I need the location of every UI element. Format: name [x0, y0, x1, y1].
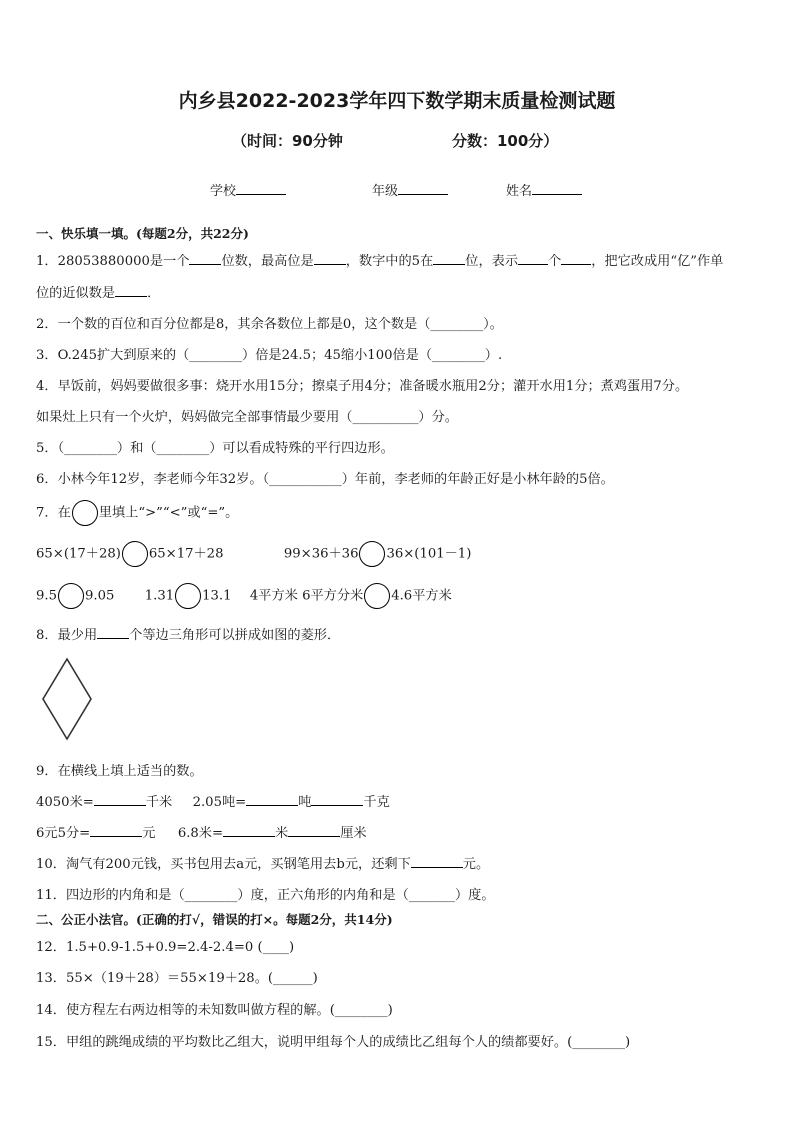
compare-circle[interactable] — [58, 583, 84, 609]
question-7: 7．在 里填上“>”“<”或“=”。 — [36, 500, 238, 526]
blank[interactable] — [518, 251, 548, 265]
blank[interactable] — [97, 625, 129, 639]
blank[interactable] — [246, 792, 298, 806]
blank[interactable] — [311, 792, 363, 806]
question-1-cont: 位的近似数是 ． — [36, 282, 160, 301]
compare-circle[interactable] — [364, 583, 390, 609]
rhombus-figure — [40, 656, 94, 742]
question-8: 8．最少用 个等边三角形可以拼成如图的菱形． — [36, 624, 340, 643]
blank[interactable] — [314, 251, 346, 265]
page-title: 内乡县2022-2023学年四下数学期末质量检测试题 — [178, 90, 616, 112]
question-9: 9．在横线上填上适当的数。 — [36, 764, 203, 779]
question-12: 12．1.5+0.9-1.5+0.9=2.4-2.4=0 (____) — [36, 940, 295, 955]
blank[interactable] — [411, 854, 463, 868]
name-field[interactable]: 姓名 — [506, 180, 582, 199]
question-14: 14．使方程左右两边相等的未知数叫做方程的解。(________) — [36, 1003, 393, 1018]
section-2-heading: 二、公正小法官。(正确的打√，错误的打×。每题2分，共14分) — [36, 912, 393, 927]
question-9-row-1: 4050米= 千米 2.05吨= 吨 千克 — [36, 791, 390, 810]
question-4-cont: 如果灶上只有一个火炉，妈妈做完全部事情最少要用（__________）分。 — [36, 410, 458, 425]
section-1-heading: 一、快乐填一填。(每题2分，共22分) — [36, 226, 249, 241]
name-blank[interactable] — [532, 181, 582, 195]
question-10: 10．淘气有200元钱，买书包用去a元，买钢笔用去b元，还剩下 元。 — [36, 853, 489, 872]
question-15: 15．甲组的跳绳成绩的平均数比乙组大，说明甲组每个人的成绩比乙组每个人的绩都要好。(________) — [36, 1035, 631, 1050]
blank[interactable] — [223, 823, 275, 837]
question-2: 2．一个数的百位和百分位都是8，其余各数位上都是0，这个数是（________）。 — [36, 317, 503, 332]
question-11: 11．四边形的内角和是（________）度，正六角形的内角和是（_______）度。 — [36, 888, 495, 903]
question-7-row-1: 65×(17＋28) 65×17＋28 99×36＋36 36×(101－1) — [36, 541, 471, 567]
compare-circle[interactable] — [359, 541, 385, 567]
question-3: 3．O.245扩大到原来的（________）倍是24.5；45缩小100倍是（________）. — [36, 348, 503, 363]
compare-circle[interactable] — [122, 541, 148, 567]
question-6: 6．小林今年12岁，李老师今年32岁。（___________）年前，李老师的年龄正好是小林年龄的5倍。 — [36, 472, 614, 487]
question-7-row-2: 9.5 9.05 1.31 13.1 4平方米 6平方分米 4.6平方米 — [36, 583, 452, 609]
blank[interactable] — [115, 283, 147, 297]
question-5: 5．（________）和（________）可以看成特殊的平行四边形。 — [36, 441, 394, 456]
compare-circle[interactable] — [175, 583, 201, 609]
compare-circle[interactable] — [72, 500, 98, 526]
blank[interactable] — [189, 251, 221, 265]
blank[interactable] — [561, 251, 591, 265]
time-label: （时间：90分钟 — [232, 132, 343, 150]
school-field[interactable]: 学校 — [210, 180, 286, 199]
question-1: 1．28053880000是一个 位数，最高位是 ，数字中的5在 位，表示 个 ，把它改成用“亿”作单 — [36, 250, 723, 269]
blank[interactable] — [433, 251, 465, 265]
blank[interactable] — [288, 823, 340, 837]
question-13: 13．55×（19＋28）＝55×19＋28。(______) — [36, 971, 318, 986]
question-4: 4．早饭前，妈妈要做很多事：烧开水用15分；擦桌子用4分；准备暖水瓶用2分；灌开水用1分；煮鸡蛋用7分。 — [36, 379, 689, 394]
question-9-row-2: 6元5分= 元 6.8米= 米 厘米 — [36, 822, 367, 841]
grade-field[interactable]: 年级 — [372, 180, 448, 199]
school-blank[interactable] — [236, 181, 286, 195]
score-label: 分数：100分） — [452, 132, 559, 150]
grade-blank[interactable] — [398, 181, 448, 195]
blank[interactable] — [90, 823, 142, 837]
blank[interactable] — [94, 792, 146, 806]
